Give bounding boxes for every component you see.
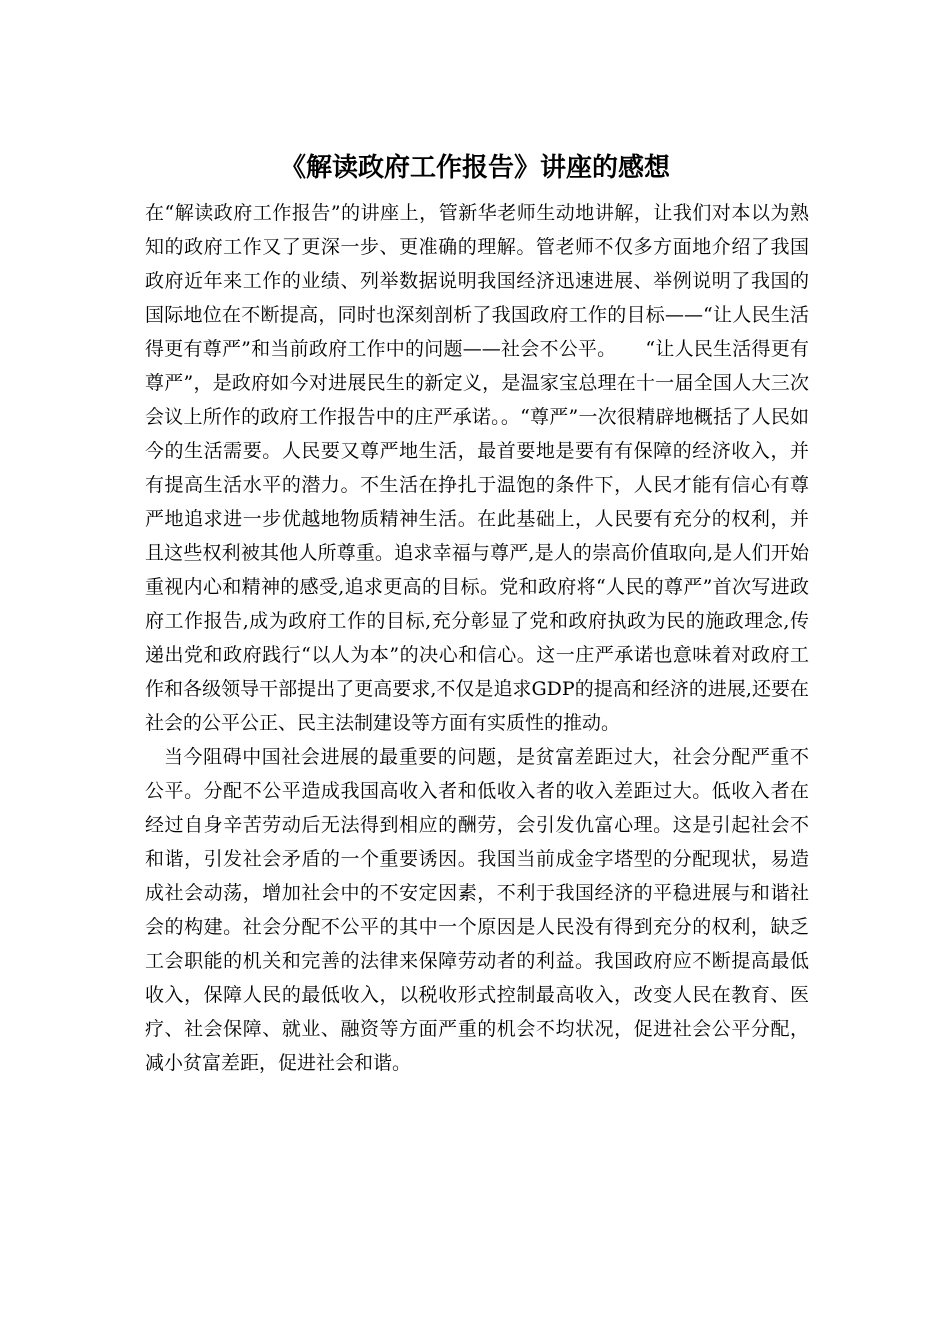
document-body	[145, 196, 809, 1080]
document-title: 《解读政府工作报告》讲座的感想	[279, 153, 670, 183]
paragraph-2: 当今阻碍中国社会进展的最重要的问题，是贫富差距过大，社会分配严重不公平。分配不公平造成我国高收入者和低收入者的收入差距过大。低收入者在经过自身辛苦劳动后无法得到相应的酬劳，会引发仇富心理。这是引起社会不和谐，引发社会矛盾的一个重要诱因。我国当前成金字塔型的分配现状，易造成社会动荡，增加社会中的不安定因素，不利于我国经济的平稳进展与和谐社会的构建。社会分配不公平的其中一个原因是人民没有得到充分的权利，缺乏工会职能的机关和完善的法律来保障劳动者的利益。我国政府应不断提高最低收入，保障人民的最低收入，以税收形式控制最高收入，改变人民在教育、医疗、社会保障、就业、融资等方面严重的机会不均状况，促进社会公平分配，减小贫富差距，促进社会和谐。	[145, 746, 809, 1074]
paragraph-1: 在“解读政府工作报告”的讲座上，管新华老师生动地讲解，让我们对本以为熟知的政府工作又了更深一步、更准确的理解。管老师不仅多方面地介绍了我国政府近年来工作的业绩、列举数据说明我国经济迅速进展、举例说明了我国的国际地位在不断提高，同时也深刻剖析了我国政府工作的目标——“让人民生活得更有尊严”和当前政府工作中的问题——社会不公平。 “让人民生活得更有尊严”，是政府如今对进展民生的新定义，是温家宝总理在十一届全国人大三次会议上所作的政府工作报告中的庄严承诺。。“尊严”一次很精辟地概括了人民如今的生活需要。人民要又尊严地生活，最首要地是要有有保障的经济收入，并有提高生活水平的潜力。不生活在挣扎于温饱的条件下，人民才能有信心有尊严地追求进一步优越地物质精神生活。在此基础上，人民要有充分的权利，并且这些权利被其他人所尊重。追求幸福与尊严,是人的崇高价值取向,是人们开始重视内心和精神的感受,追求更高的目标。党和政府将“人民的尊严”首次写进政府工作报告,成为政府工作的目标,充分彰显了党和政府执政为民的施政理念,传递出党和政府践行“以人为本”的决心和信心。这一庄严承诺也意味着对政府工作和各级领导干部提出了更高要求,不仅是追求GDP的提高和经济的进展,还要在社会的公平公正、民主法制建设等方面有实质性的推动。	[145, 202, 809, 734]
